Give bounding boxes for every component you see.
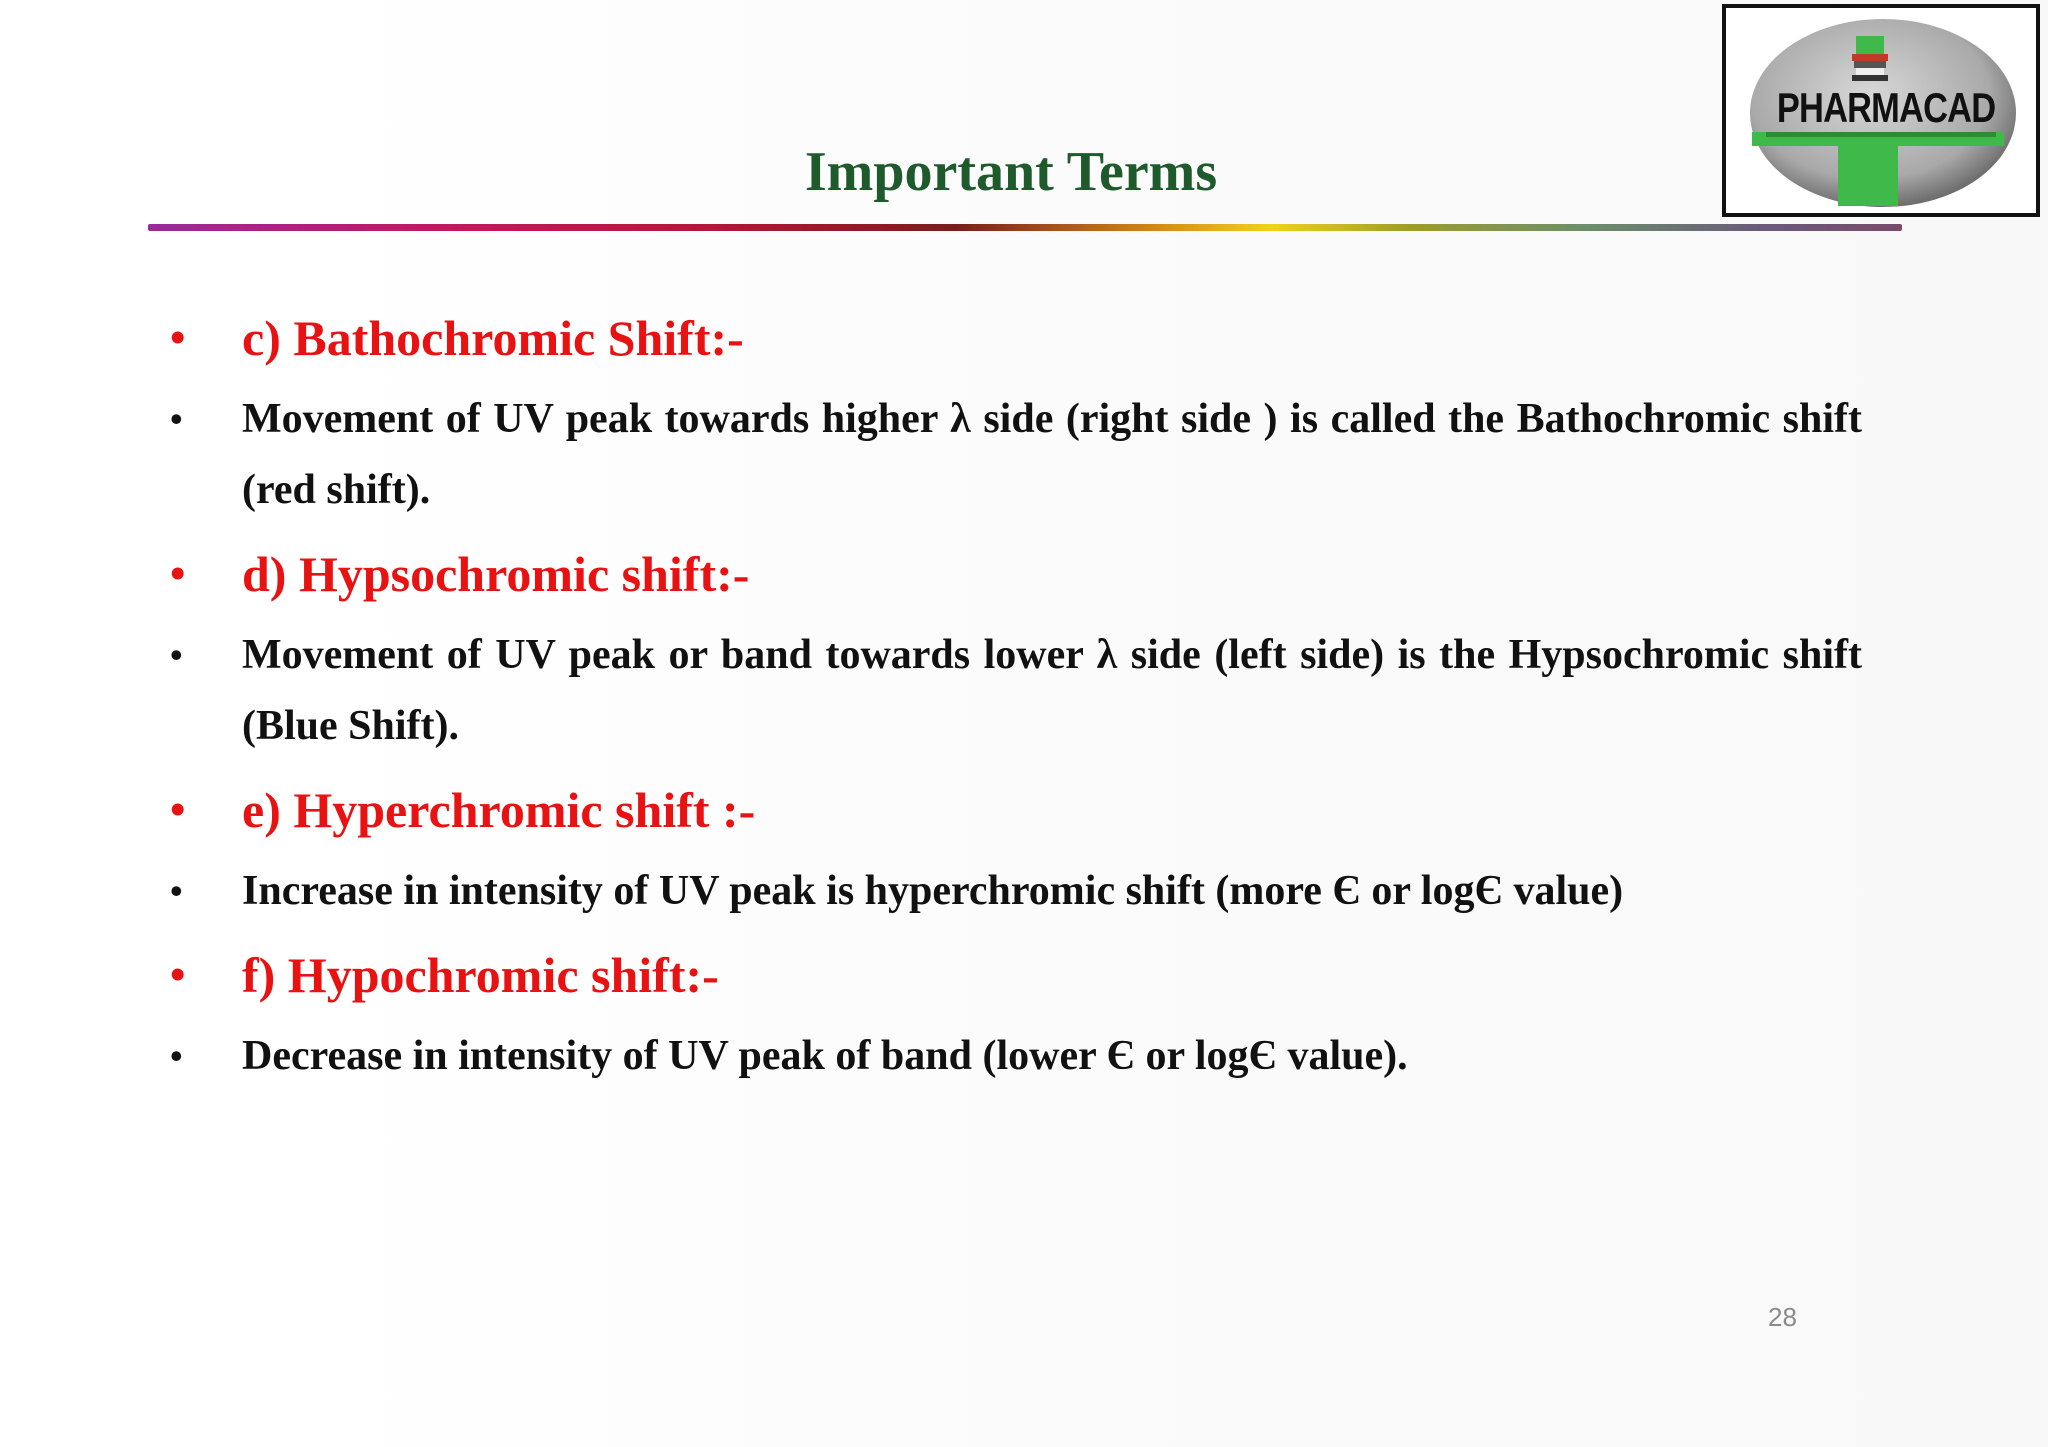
- definition-text: Movement of UV peak towards higher λ side (right side ) is called the Bathochromic shift (red shift).: [242, 396, 1862, 513]
- bullet-icon: •: [170, 635, 183, 675]
- logo-wordmark: PHARMACAD: [1776, 84, 1996, 131]
- bullet-icon: •: [170, 785, 186, 834]
- slide-title: Important Terms: [804, 141, 1218, 203]
- term-definition-bathochromic: [170, 384, 1862, 526]
- bullet-list: [170, 300, 1862, 1092]
- term-heading-hypsochromic: [170, 536, 1862, 612]
- page-number: 28: [1768, 1302, 1797, 1332]
- term-heading-bathochromic: [170, 300, 1862, 376]
- term-definition-hyperchromic: [170, 856, 1862, 927]
- heading-text: f) Hypochromic shift:-: [242, 947, 719, 1003]
- definition-text: Movement of UV peak or band towards lower λ side (left side) is the Hypsochromic shift (Blue Shift).: [242, 632, 1862, 749]
- term-definition-hypochromic: [170, 1021, 1862, 1092]
- term-heading-hyperchromic: [170, 772, 1862, 848]
- bullet-icon: •: [170, 950, 186, 999]
- heading-text: e) Hyperchromic shift :-: [242, 782, 756, 838]
- term-heading-hypochromic: [170, 937, 1862, 1013]
- bullet-icon: •: [170, 399, 183, 439]
- bullet-icon: •: [170, 549, 186, 598]
- bullet-icon: •: [170, 1036, 183, 1076]
- definition-text: Increase in intensity of UV peak is hyperchromic shift (more Є or logЄ value): [242, 868, 1624, 914]
- definition-text: Decrease in intensity of UV peak of band (lower Є or logЄ value).: [242, 1033, 1408, 1079]
- bullet-icon: •: [170, 313, 186, 362]
- heading-text: c) Bathochromic Shift:-: [242, 310, 744, 366]
- logo-frame: [1722, 4, 2040, 217]
- term-definition-hypsochromic: [170, 620, 1862, 762]
- bullet-icon: •: [170, 871, 183, 911]
- title-underline-divider: [148, 224, 1902, 231]
- heading-text: d) Hypsochromic shift:-: [242, 546, 750, 602]
